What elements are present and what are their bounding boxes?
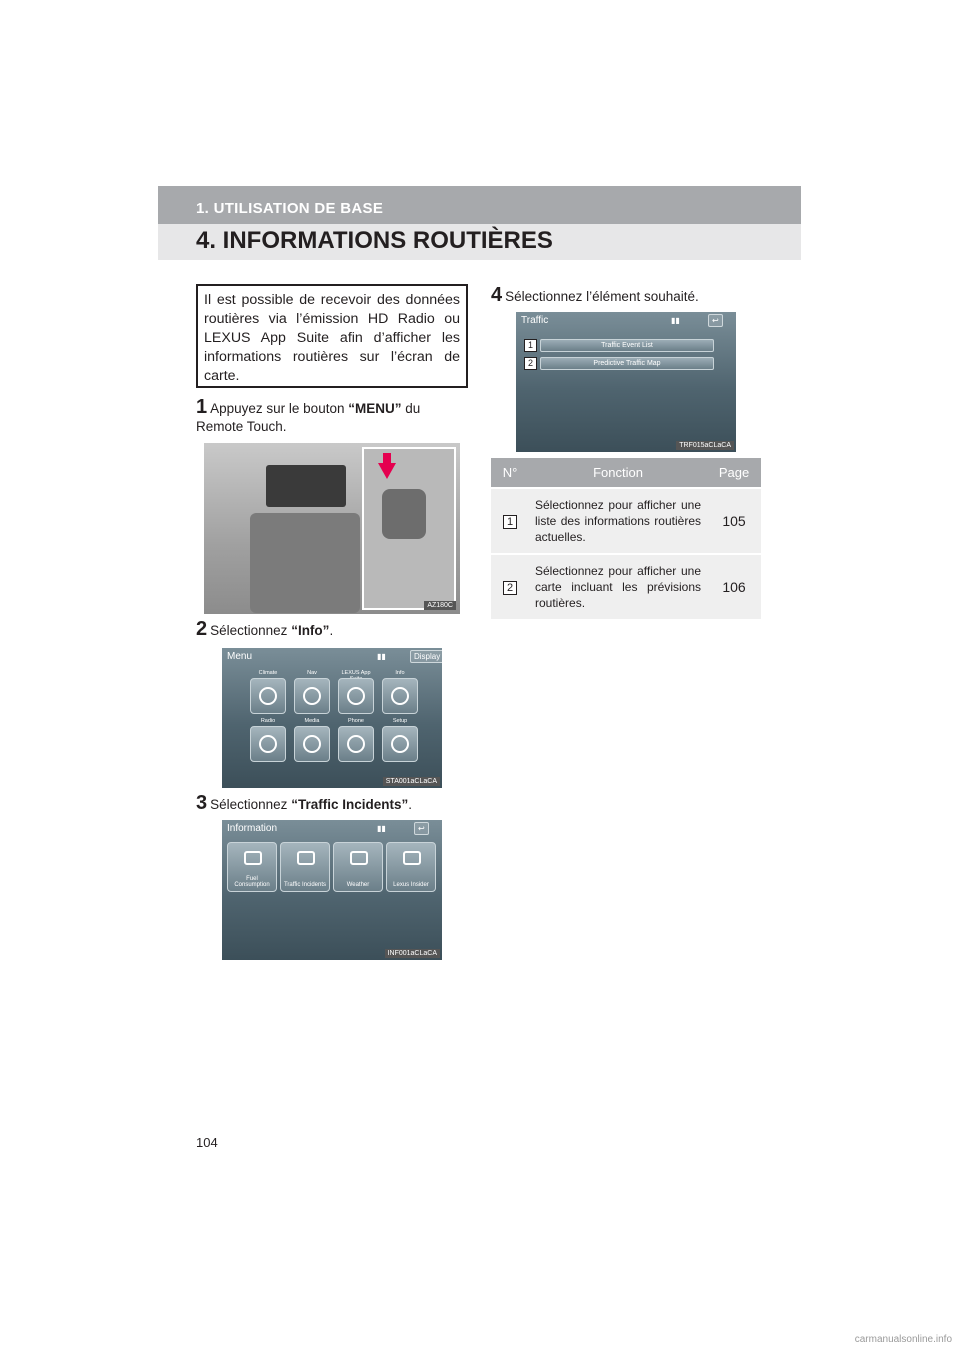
lexus-insider-tile[interactable] xyxy=(386,842,436,892)
step-1 xyxy=(196,398,468,436)
nav-icon[interactable] xyxy=(294,678,330,714)
tile-label: Weather xyxy=(346,882,370,888)
step-text: . xyxy=(329,623,334,638)
step-number: 2 xyxy=(196,618,208,640)
column-header: Fonction xyxy=(529,458,707,488)
page-cell: 105 xyxy=(707,488,761,554)
screen-title: Information xyxy=(227,823,278,834)
intro-box: Il est possible de recevoir des données routières via l’émission HD Radio ou LEXUS App Suite afin d’afficher les informations routières sur l’écran de carte. xyxy=(196,284,468,388)
tile-label: Lexus Insider xyxy=(393,882,429,888)
figure-code: INF001aCLaCA xyxy=(385,949,440,958)
row-number-cell xyxy=(491,488,529,554)
column-header: N° xyxy=(491,458,529,488)
phone-icon[interactable] xyxy=(338,726,374,762)
display-button[interactable]: Display xyxy=(410,650,442,663)
tile-label: Fuel Consumption xyxy=(234,876,270,888)
row-number-cell xyxy=(491,554,529,619)
step-text: Sélectionnez xyxy=(210,797,292,812)
traffic-icon xyxy=(297,851,315,865)
screen-title: Traffic xyxy=(521,315,549,326)
step-text: Appuyez sur le bouton xyxy=(210,401,349,416)
info-icon[interactable] xyxy=(382,678,418,714)
screen-title: Menu xyxy=(227,651,253,662)
step-number: 3 xyxy=(196,792,208,814)
predictive-traffic-map-button[interactable]: Predictive Traffic Map xyxy=(540,357,714,370)
traffic-event-list-button[interactable]: Traffic Event List xyxy=(540,339,714,352)
chapter-title: 1. UTILISATION DE BASE xyxy=(196,200,384,217)
table-header-row xyxy=(491,458,761,488)
callout-number: 2 xyxy=(503,581,517,595)
figure-code: AZ180C xyxy=(424,601,456,610)
menu-screen xyxy=(222,648,442,788)
zoom-inset xyxy=(362,447,456,610)
menu-label-media: Media xyxy=(304,718,320,724)
remote-touch-pad xyxy=(382,489,426,539)
step-4 xyxy=(491,286,763,306)
step-text: Sélectionnez xyxy=(210,623,292,638)
menu-label-nav: Nav xyxy=(307,670,317,676)
radio-icon[interactable] xyxy=(250,726,286,762)
weather-tile[interactable] xyxy=(333,842,383,892)
menu-label-setup: Setup xyxy=(392,718,408,724)
weather-icon xyxy=(350,851,368,865)
table-row xyxy=(491,554,761,619)
figure-code: STA001aCLaCA xyxy=(383,777,440,786)
signal-icon: ▮▮ xyxy=(671,316,680,325)
traffic-incidents-tile[interactable] xyxy=(280,842,330,892)
function-cell: Sélectionnez pour afficher une carte incluant les prévisions routières. xyxy=(529,554,707,619)
step-text: du Remote Touch. xyxy=(196,401,421,434)
callout-number: 1 xyxy=(503,515,517,529)
lexus-app-icon[interactable] xyxy=(338,678,374,714)
table-row xyxy=(491,488,761,554)
menu-label-phone: Phone xyxy=(348,718,364,724)
step-2 xyxy=(196,620,468,640)
menu-label-info: Info xyxy=(395,670,405,676)
signal-icon: ▮▮ xyxy=(377,652,386,661)
page-cell: 106 xyxy=(707,554,761,619)
step-text: . xyxy=(408,797,412,812)
setup-icon[interactable] xyxy=(382,726,418,762)
column-header: Page xyxy=(707,458,761,488)
signal-icon: ▮▮ xyxy=(377,824,386,833)
back-icon[interactable]: ↩ xyxy=(414,822,429,835)
step-text: Sélectionnez l’élément souhaité. xyxy=(505,289,699,304)
fuel-icon xyxy=(244,851,262,865)
tile-label: Traffic Incidents xyxy=(283,882,327,888)
section-title: 4. INFORMATIONS ROUTIÈRES xyxy=(196,227,553,254)
chapter-bar xyxy=(158,186,801,224)
menu-label-radio: Radio xyxy=(260,718,276,724)
watermark-footer: carmanualsonline.info xyxy=(854,1334,952,1345)
lexus-icon xyxy=(403,851,421,865)
callout-marker: 2 xyxy=(524,357,537,370)
section-bar xyxy=(158,224,801,260)
function-table xyxy=(491,458,761,619)
information-screen xyxy=(222,820,442,960)
step-keyword: “MENU” xyxy=(348,401,402,416)
step-number: 4 xyxy=(491,284,503,306)
step-number: 1 xyxy=(196,396,208,418)
center-console xyxy=(250,513,360,613)
figure-code: TRF015aCLaCA xyxy=(676,441,734,450)
fuel-consumption-tile[interactable] xyxy=(227,842,277,892)
traffic-screen xyxy=(516,312,736,452)
remote-touch-photo xyxy=(204,443,460,614)
media-icon[interactable] xyxy=(294,726,330,762)
climate-icon[interactable] xyxy=(250,678,286,714)
function-cell: Sélectionnez pour afficher une liste des informations routières actuelles. xyxy=(529,488,707,554)
arrow-down-icon xyxy=(378,463,396,479)
dashboard-screen xyxy=(266,465,346,507)
step-keyword: “Info” xyxy=(291,623,330,638)
menu-label-app-suite: LEXUS App xyxy=(341,670,371,676)
step-keyword: “Traffic Incidents” xyxy=(291,797,409,812)
page-number: 104 xyxy=(196,1135,218,1150)
back-icon[interactable]: ↩ xyxy=(708,314,723,327)
callout-marker: 1 xyxy=(524,339,537,352)
step-3 xyxy=(196,794,468,814)
menu-label-climate: Climate xyxy=(258,670,278,676)
